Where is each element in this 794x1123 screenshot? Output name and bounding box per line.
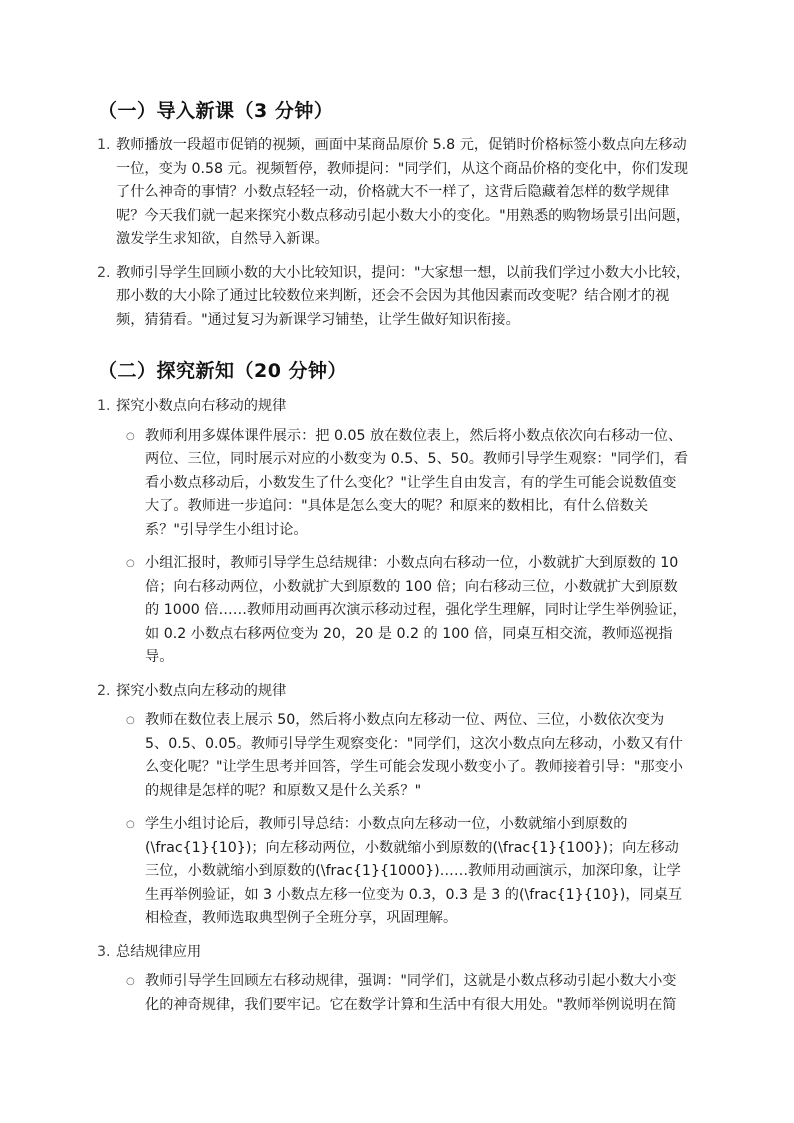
bullet-circle-icon: ○ <box>126 976 135 987</box>
sub-list-item-text: 小组汇报时，教师引导学生总结规律：小数点向右移动一位，小数就扩大到原数的 10 倍；向右移动两位，小数就扩大到原数的 100 倍；向右移动三位，小数就扩大到原数的 1000 倍……教师用动画再次演示移动过程，强化学生理解，同时让学生举例验证，如 0.2 小数点右移两位变为 20，20 是 0.2 的 100 倍，同桌互相交流，教师巡视指导。 <box>145 555 687 665</box>
list-item <box>0 262 696 333</box>
sub-list-item <box>116 709 690 803</box>
explore-list <box>0 395 794 1027</box>
sub-list-item-text: 教师在数位表上展示 50，然后将小数点向左移动一位、两位、三位，小数依次变为 5、0.5、0.05。教师引导学生观察变化："同学们，这次小数点向左移动，小数又有什么变化呢？"让学生思考并回答，学生可能会发现小数变小了。教师接着引导："那变小的规律是怎样的呢？和原数又是什么关系？" <box>145 712 683 799</box>
list-item-text: 教师播放一段超市促销的视频，画面中某商品原价 5.8 元，促销时价格标签小数点向左移动一位，变为 0.58 元。视频暂停，教师提问："同学们，从这个商品价格的变化中，你们发现了什么神奇的事情？小数点轻轻一动，价格就大不一样了，这背后隐藏着怎样的数学规律呢？今天我们就一起来探究小数点移动引起小数大小的变化。"用熟悉的购物场景引出问题，激发学生求知欲，自然导入新课。 <box>116 137 691 247</box>
list-marker: 2. <box>97 682 111 699</box>
sub-list-item <box>116 813 690 931</box>
list-item <box>0 395 696 670</box>
list-item <box>0 941 696 1018</box>
list-item <box>0 134 696 252</box>
section-heading-explore: （二）探究新知（20 分钟） <box>98 360 348 382</box>
sub-list-item <box>116 425 690 543</box>
list-item-title: 总结规律应用 <box>116 943 202 960</box>
list-item-title: 探究小数点向右移动的规律 <box>116 398 287 414</box>
bullet-circle-icon: ○ <box>126 430 135 442</box>
bullet-circle-icon: ○ <box>126 819 135 830</box>
sub-list <box>116 709 696 931</box>
sub-list-item-text: 教师引导学生回顾左右移动规律，强调："同学们，这就是小数点移动引起小数大小变化的神奇规律，我们要牢记。它在数学计算和生活中有很大用处。"教师举例说明在简 <box>145 973 677 1013</box>
list-item <box>0 680 696 931</box>
bullet-circle-icon: ○ <box>126 715 135 726</box>
bullet-circle-icon: ○ <box>126 558 135 569</box>
list-item-text: 教师引导学生回顾小数的大小比较知识，提问："大家想一想，以前我们学过小数大小比较，那小数的大小除了通过比较数位来判断，还会不会因为其他因素而改变呢？结合刚才的视频，猜猜看。"通过复习为新课学习铺垫，让学生做好知识衔接。 <box>116 264 691 328</box>
sub-list <box>116 425 696 670</box>
list-marker: 1. <box>97 398 111 414</box>
sub-list <box>116 970 696 1017</box>
list-item-title: 探究小数点向左移动的规律 <box>116 682 287 699</box>
sub-list-item-text: 教师利用多媒体课件展示：把 0.05 放在数位表上，然后将小数点依次向右移动一位、两位、三位，同时展示对应的小数变为 0.5、5、50。教师引导学生观察："同学们，看看小数点移动后，小数发生了什么变化？"让学生自由发言，有的学生可能会说数值变大了。教师进一步追问："具体是怎么变大的呢？和原来的数相比，有什么倍数关系？"引导学生小组讨论。 <box>145 427 689 538</box>
sub-list-item-text: 学生小组讨论后，教师引导总结：小数点向左移动一位，小数就缩小到原数的(\frac{1}{10})；向左移动两位，小数就缩小到原数的(\frac{1}{100})；向左移动三位，小数就缩小到原数的(\frac{1}{1000})……教师用动画演示，加深印象，让学生再举例验证，如 3 小数点左移一位变为 0.3，0.3 是 3 的(\frac{1}{10})，同桌互相检查，教师选取典型例子全班分享，巩固理解。 <box>145 816 683 926</box>
list-marker: 3. <box>97 943 111 960</box>
sub-list-item <box>116 552 690 670</box>
list-marker: 2. <box>97 264 111 281</box>
intro-list <box>0 134 794 342</box>
list-marker: 1. <box>97 137 111 153</box>
sub-list-item <box>116 970 690 1017</box>
section-heading-intro: （一）导入新课（3 分钟） <box>98 100 334 122</box>
